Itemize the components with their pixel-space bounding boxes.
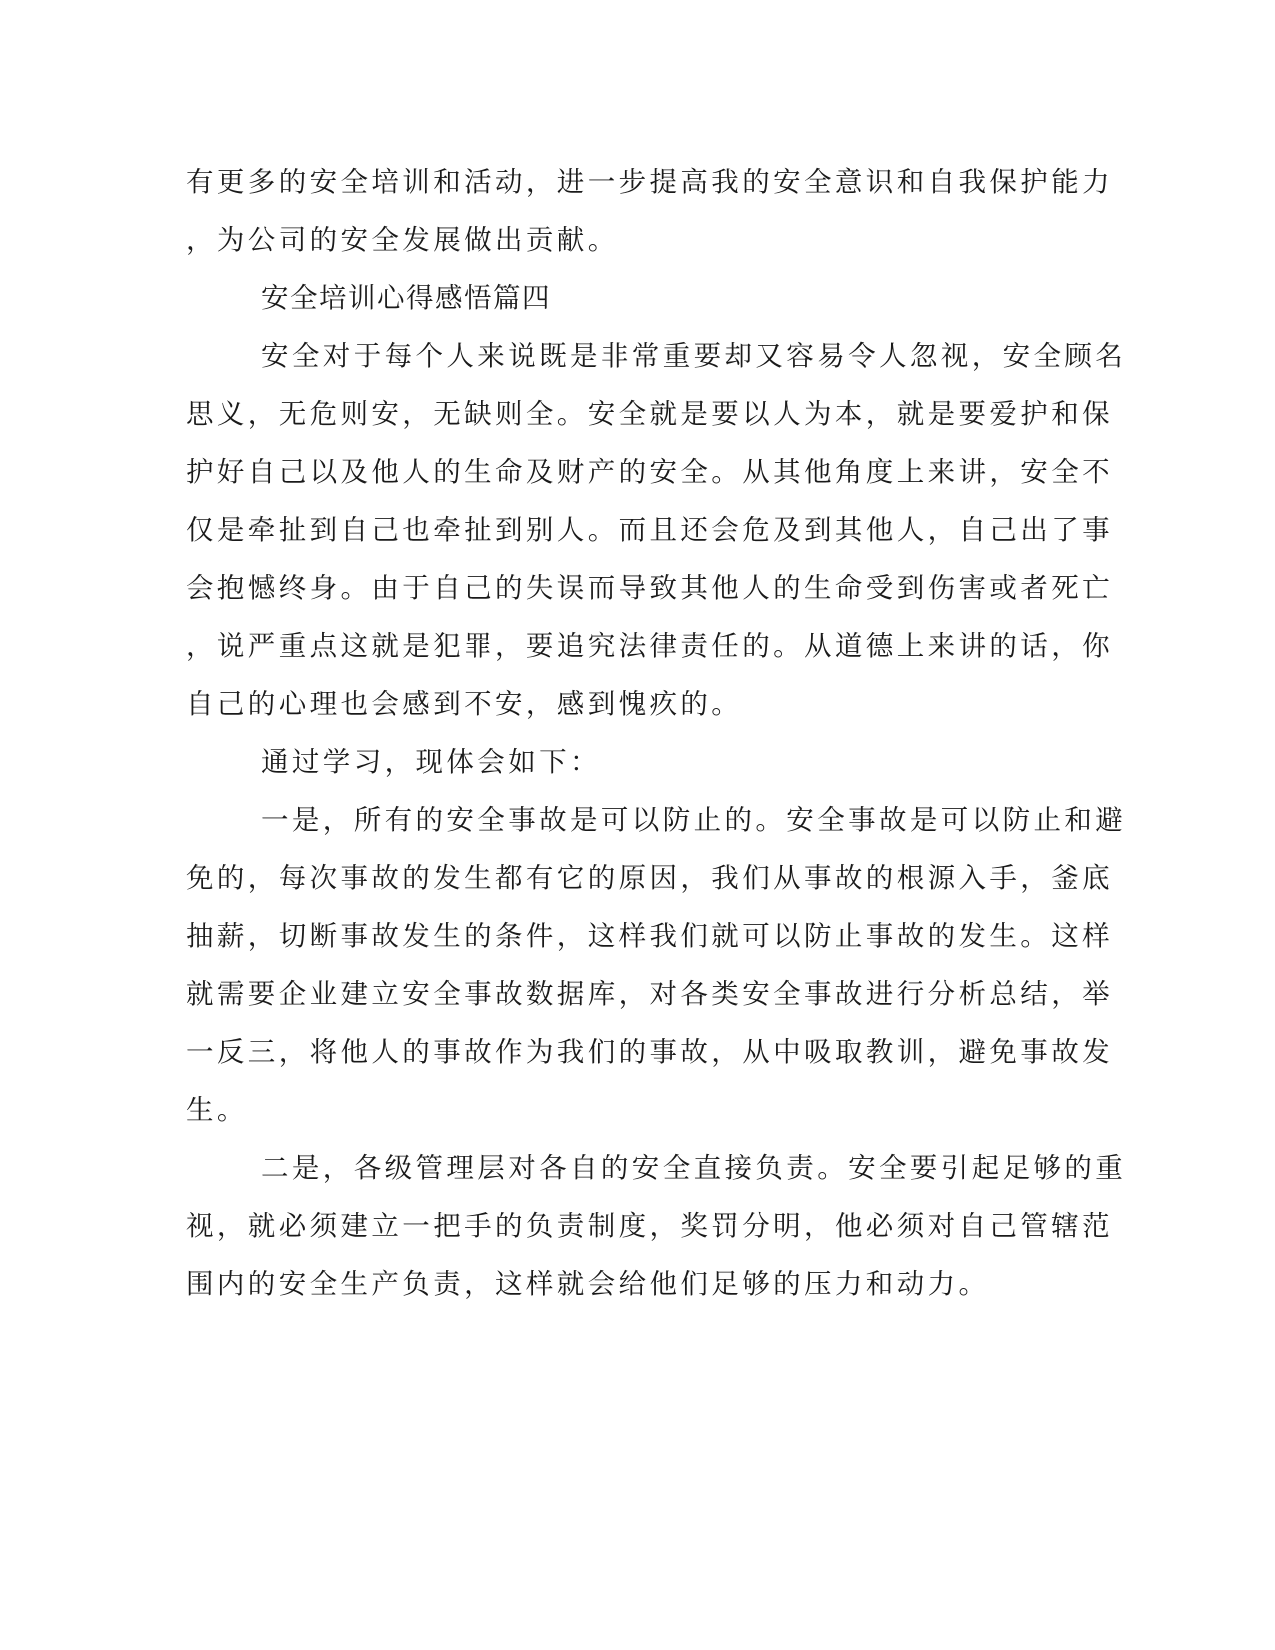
paragraph-line: 安全对于每个人来说既是非常重要却又容易令人忽视，安全顾名 [261,340,1127,372]
paragraph-line: 一是，所有的安全事故是可以防止的。安全事故是可以防止和避 [261,804,1127,836]
paragraph-line: 思义，无危则安，无缺则全。安全就是要以人为本，就是要爱护和保 [186,398,1113,430]
paragraph-line: ，为公司的安全发展做出贡献。 [186,224,619,256]
section-heading: 安全培训心得感悟篇四 [261,282,551,314]
paragraph-line: 有更多的安全培训和活动，进一步提高我的安全意识和自我保护能力 [186,166,1113,198]
paragraph-line: 视，就必须建立一把手的负责制度，奖罚分明，他必须对自己管辖范 [186,1210,1113,1242]
paragraph-line: 二是，各级管理层对各自的安全直接负责。安全要引起足够的重 [261,1152,1127,1184]
paragraph-line: 免的，每次事故的发生都有它的原因，我们从事故的根源入手，釜底 [186,862,1113,894]
paragraph-line: 通过学习，现体会如下： [261,746,601,778]
paragraph-line: 抽薪，切断事故发生的条件，这样我们就可以防止事故的发生。这样 [186,920,1113,952]
paragraph-line: 一反三，将他人的事故作为我们的事故，从中吸取教训，避免事故发 [186,1036,1113,1068]
paragraph-line: 护好自己以及他人的生命及财产的安全。从其他角度上来讲，安全不 [186,456,1113,488]
paragraph-line: 仅是牵扯到自己也牵扯到别人。而且还会危及到其他人，自己出了事 [186,514,1113,546]
paragraph-line: 围内的安全生产负责，这样就会给他们足够的压力和动力。 [186,1268,990,1300]
paragraph-line: 自己的心理也会感到不安，感到愧疚的。 [186,688,743,720]
paragraph-line: 生。 [186,1094,248,1126]
paragraph-line: 会抱憾终身。由于自己的失误而导致其他人的生命受到伤害或者死亡 [186,572,1113,604]
paragraph-line: ，说严重点这就是犯罪，要追究法律责任的。从道德上来讲的话，你 [186,630,1113,662]
paragraph-line: 就需要企业建立安全事故数据库，对各类安全事故进行分析总结，举 [186,978,1113,1010]
